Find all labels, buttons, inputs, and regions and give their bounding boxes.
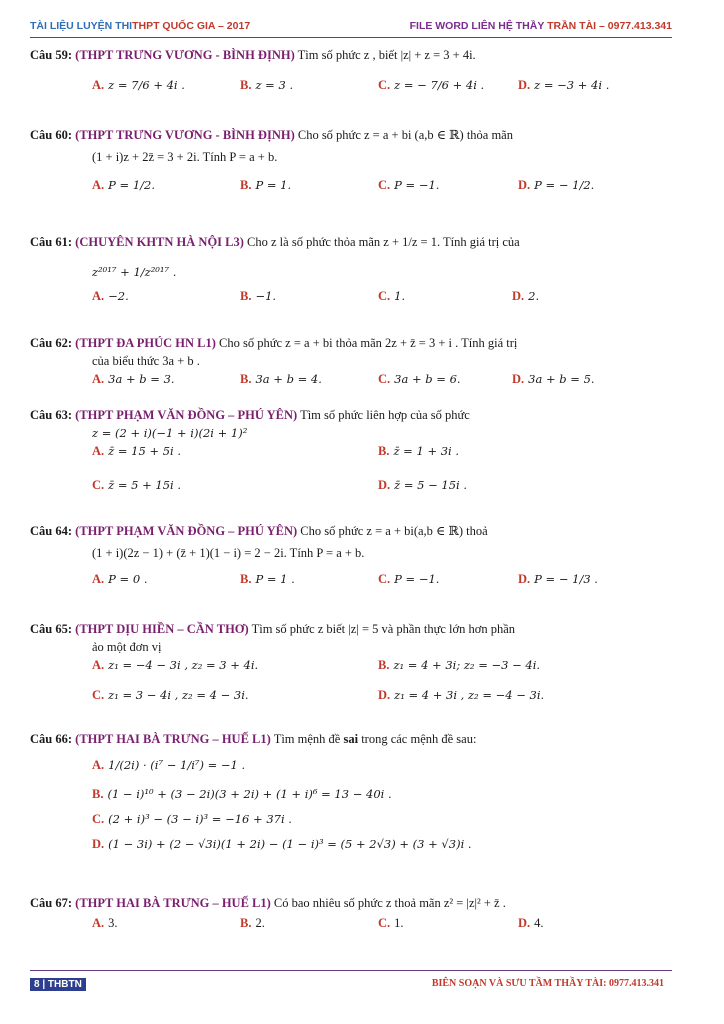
question-text: Cho số phức z = a + bi (a,b ∈ ℝ) thỏa mãn — [297, 128, 513, 142]
option-d[interactable]: D. 2. — [512, 289, 540, 303]
option-b[interactable]: B. z̄ = 1 + 3i . — [378, 444, 460, 458]
question-text: Có bao nhiêu số phức z thoả mãn z² = |z|² + z̄ . — [273, 896, 506, 910]
option-a[interactable]: A. z = 7/6 + 4i . — [92, 78, 185, 92]
option-b[interactable]: B. z₁ = 4 + 3i; z₂ = −3 − 4i. — [378, 658, 541, 672]
option-b[interactable]: B. (1 − i)¹⁰ + (3 − 2i)(3 + 2i) + (1 + i)⁶ = 13 − 40i . — [92, 787, 392, 801]
header-right-b: TRẦN TÀI – 0977.413.341 — [547, 20, 672, 32]
option-a[interactable]: A. P = 1/2. — [92, 178, 156, 192]
question-text: Tìm số phức liên hợp của số phức — [300, 408, 470, 422]
option-a[interactable]: A. 3a + b = 3. — [92, 372, 175, 386]
option-c[interactable]: C. 1. — [378, 289, 406, 303]
option-a[interactable]: A. P = 0 . — [92, 572, 148, 586]
option-c[interactable]: C. z = − 7/6 + 4i . — [378, 78, 485, 92]
question-60: Câu 60: (THPT TRƯNG VƯƠNG - BÌNH ĐỊNH) Cho số phức z = a + bi (a,b ∈ ℝ) thỏa mãn (1 + i)z + 2z̄ = 3 + 2i. Tính P = a + b. A. P = 1/2. B. P = 1. C. P = −1. D. P = − 1/2. — [30, 126, 672, 196]
question-61: Câu 61: (CHUYÊN KHTN HÀ NỘI L3) Cho z là số phức thỏa mãn z + 1/z = 1. Tính giá trị của z²⁰¹⁷ + 1/z²⁰¹⁷ . A. −2. B. −1. C. 1. D. 2. — [30, 233, 672, 307]
question-66: Câu 66: (THPT HAI BÀ TRƯNG – HUẾ L1) Tìm mệnh đề sai trong các mệnh đề sau: A. 1/(2i) · (i⁷ − 1/i⁷) = −1 . B. (1 − i)¹⁰ + (3 − 2i)(3 + 2i) + (1 + i)⁶ = 13 − 40i . C. (2 + i)³ − (3 − i)³ = −16 + 37i . D. (1 − 3i) + (2 − √3i)(1 + 2i) − (1 − i)³ = (5 + 2√3) + (3 + √3)i . — [30, 730, 672, 854]
option-b[interactable]: B. −1. — [240, 289, 277, 303]
option-d[interactable]: D. 3a + b = 5. — [512, 372, 595, 386]
option-c[interactable]: C. 1. — [378, 916, 404, 930]
question-67: Câu 67: (THPT HAI BÀ TRƯNG – HUẾ L1) Có bao nhiêu số phức z thoả mãn z² = |z|² + z̄ . A. 3. B. 2. C. 1. D. 4. — [30, 896, 544, 930]
option-b[interactable]: B. 3a + b = 4. — [240, 372, 322, 386]
option-a[interactable]: A. 3. — [92, 916, 118, 930]
option-b[interactable]: B. z = 3 . — [240, 78, 294, 92]
option-d[interactable]: D. z₁ = 4 + 3i , z₂ = −4 − 3i. — [378, 688, 545, 702]
option-a[interactable]: A. z₁ = −4 − 3i , z₂ = 3 + 4i. — [92, 658, 259, 672]
option-d[interactable]: D. z = −3 + 4i . — [518, 78, 610, 92]
question-text: Tìm mệnh đề — [273, 732, 344, 746]
footer-credit: BIÊN SOẠN VÀ SƯU TẦM THẦY TÀI: 0977.413.341 — [431, 978, 664, 989]
question-62: Câu 62: (THPT ĐA PHÚC HN L1) Cho số phức z = a + bi thỏa mãn 2z + z̄ = 3 + i . Tính giá trị của biểu thức 3a + b . A. 3a + b = 3. B. 3a + b = 4. C. 3a + b = 6. D. 3a + b = 5. — [30, 334, 672, 390]
question-number: Câu 59: — [30, 48, 73, 62]
option-d[interactable]: D. P = − 1/3 . — [518, 572, 598, 586]
header-left — [30, 20, 250, 36]
question-text-2: z = (2 + i)(−1 + i)(2i + 1)² — [92, 426, 248, 440]
option-b[interactable]: B. 2. — [240, 916, 265, 930]
question-63: Câu 63: (THPT PHẠM VĂN ĐỒNG – PHÚ YÊN) Tìm số phức liên hợp của số phức z = (2 + i)(−1 + i)(2i + 1)² A. z̄ = 15 + 5i . B. z̄ = 1 + 3i . C. z̄ = 5 + 15i . D. z̄ = 5 − 15i . — [30, 406, 672, 496]
question-65: Câu 65: (THPT DỊU HIỀN – CẦN THƠ) Tìm số phức z biết |z| = 5 và phần thực lớn hơn phần ảo một đơn vị A. z₁ = −4 − 3i , z₂ = 3 + 4i. B. z₁ = 4 + 3i; z₂ = −3 − 4i. C. z₁ = 3 − 4i , z₂ = 4 − 3i. D. z₁ = 4 + 3i , z₂ = −4 − 3i. — [30, 620, 672, 706]
option-c[interactable]: C. z₁ = 3 − 4i , z₂ = 4 − 3i. — [92, 688, 249, 702]
question-64: Câu 64: (THPT PHẠM VĂN ĐỒNG – PHÚ YÊN) Cho số phức z = a + bi(a,b ∈ ℝ) thoả (1 + i)(2z − 1) + (z̄ + 1)(1 − i) = 2 − 2i. Tính P = a + b. A. P = 0 . B. P = 1 . C. P = −1. D. P = − 1/3 . — [30, 522, 672, 590]
option-a[interactable]: A. −2. — [92, 289, 129, 303]
header-right — [410, 20, 672, 36]
option-c[interactable]: C. P = −1. — [378, 572, 440, 586]
option-d[interactable]: D. 4. — [518, 916, 544, 930]
option-a[interactable]: A. 1/(2i) · (i⁷ − 1/i⁷) = −1 . — [92, 758, 246, 772]
question-59 — [30, 46, 672, 96]
question-text: Tìm số phức z biết |z| = 5 và phần thực lớn hơn phần — [251, 622, 516, 636]
header-divider — [30, 37, 672, 38]
option-c[interactable]: C. (2 + i)³ − (3 − i)³ = −16 + 37i . — [92, 812, 292, 826]
question-text: Cho số phức z = a + bi thỏa mãn 2z + z̄ = 3 + i . Tính giá trị — [219, 336, 518, 350]
option-c[interactable]: C. z̄ = 5 + 15i . — [92, 478, 182, 492]
page-number-badge: 8 | THBTN — [30, 978, 86, 991]
option-d[interactable]: D. (1 − 3i) + (2 − √3i)(1 + 2i) − (1 − i)³ = (5 + 2√3) + (3 + √3)i . — [92, 837, 472, 851]
option-c[interactable]: C. 3a + b = 6. — [378, 372, 461, 386]
option-d[interactable]: D. z̄ = 5 − 15i . — [378, 478, 468, 492]
option-b[interactable]: B. P = 1. — [240, 178, 292, 192]
page-header — [30, 20, 672, 36]
question-source: (THPT TRƯNG VƯƠNG - BÌNH ĐỊNH) — [75, 48, 295, 62]
question-text-2: ảo một đơn vị — [92, 640, 162, 654]
question-text-2: (1 + i)z + 2z̄ = 3 + 2i. Tính P = a + b. — [92, 150, 278, 164]
question-text-2: của biểu thức 3a + b . — [92, 354, 200, 368]
header-left-b: THPT QUỐC GIA – 2017 — [132, 20, 251, 32]
option-d[interactable]: D. P = − 1/2. — [518, 178, 595, 192]
option-b[interactable]: B. P = 1 . — [240, 572, 295, 586]
footer-divider — [30, 970, 672, 971]
question-keyword: sai — [343, 732, 359, 746]
question-text: Tìm số phức z , biết |z| + z = 3 + 4i. — [297, 48, 476, 62]
question-text: Cho z là số phức thỏa mãn z + 1/z = 1. Tính giá trị của — [247, 235, 520, 249]
question-text: Cho số phức z = a + bi(a,b ∈ ℝ) thoả — [300, 524, 488, 538]
option-a[interactable]: A. z̄ = 15 + 5i . — [92, 444, 182, 458]
option-c[interactable]: C. P = −1. — [378, 178, 440, 192]
header-left-a: TÀI LIỆU LUYỆN THI — [30, 20, 133, 32]
question-text-2: (1 + i)(2z − 1) + (z̄ + 1)(1 − i) = 2 − 2i. Tính P = a + b. — [92, 546, 365, 560]
header-right-a: FILE WORD LIÊN HỆ THẦY — [409, 20, 548, 32]
question-text-2: z²⁰¹⁷ + 1/z²⁰¹⁷ . — [92, 265, 177, 279]
